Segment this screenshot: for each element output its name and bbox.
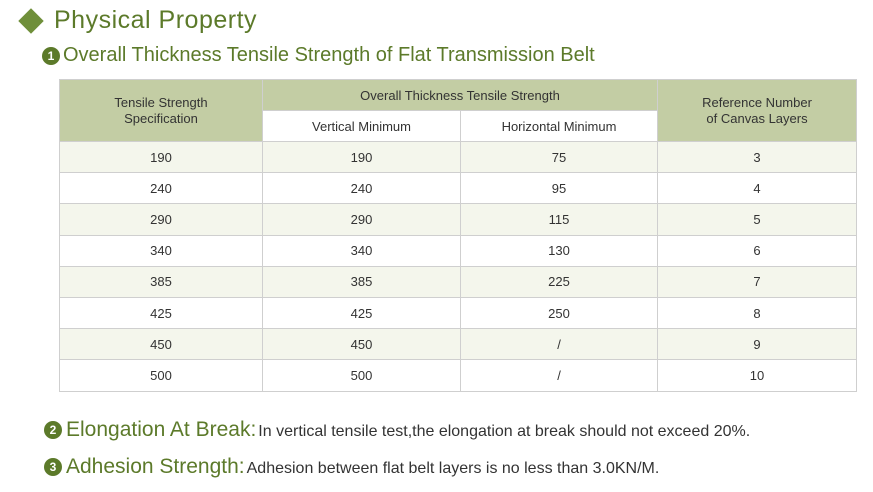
table-cell: 240 [263, 173, 461, 204]
table-cell: 225 [461, 266, 658, 297]
section-2-body: In vertical tensile test,the elongation at break should not exceed 20%. [258, 423, 751, 440]
header-overall-thickness: Overall Thickness Tensile Strength [263, 80, 658, 111]
header-tensile-spec: Tensile Strength Specification [60, 80, 263, 142]
number-badge-3: 3 [44, 458, 62, 476]
table-cell: 6 [658, 235, 857, 266]
table-cell: 290 [60, 204, 263, 235]
section-3-body: Adhesion between flat belt layers is no less than 3.0KN/M. [246, 460, 660, 477]
number-badge-1: 1 [42, 47, 60, 65]
section-1-title: Overall Thickness Tensile Strength of Flat Transmission Belt [63, 44, 595, 66]
table-cell: 340 [263, 235, 461, 266]
table-cell: 425 [60, 297, 263, 328]
table-row [60, 297, 857, 328]
number-badge-2: 2 [44, 421, 62, 439]
table-cell: 385 [263, 266, 461, 297]
table-cell: 340 [60, 235, 263, 266]
table-cell: 190 [60, 142, 263, 173]
table-cell: 500 [60, 360, 263, 391]
table-cell: 9 [658, 329, 857, 360]
table-cell: 250 [461, 297, 658, 328]
table-row [60, 235, 857, 266]
table-cell: 240 [60, 173, 263, 204]
table-row [60, 173, 857, 204]
table-cell: 5 [658, 204, 857, 235]
table-cell: 450 [60, 329, 263, 360]
section-1-heading [42, 44, 595, 67]
table-cell: 4 [658, 173, 857, 204]
section-3-title: Adhesion Strength: [66, 455, 245, 478]
table-cell: 385 [60, 266, 263, 297]
table-cell: / [461, 329, 658, 360]
table-cell: 115 [461, 204, 658, 235]
table-cell: 190 [263, 142, 461, 173]
table-row [60, 360, 857, 391]
header-horizontal-minimum: Horizontal Minimum [461, 111, 658, 142]
table-cell: 450 [263, 329, 461, 360]
table-row [60, 266, 857, 297]
table-cell: 75 [461, 142, 658, 173]
tensile-strength-table [59, 79, 857, 392]
page-heading [16, 6, 257, 35]
table-cell: 3 [658, 142, 857, 173]
table-body [60, 142, 857, 392]
table-cell: / [461, 360, 658, 391]
section-2-title: Elongation At Break: [66, 418, 257, 441]
table-cell: 7 [658, 266, 857, 297]
table-cell: 10 [658, 360, 857, 391]
header-vertical-minimum: Vertical Minimum [263, 111, 461, 142]
table-cell: 130 [461, 235, 658, 266]
table-cell: 290 [263, 204, 461, 235]
table-cell: 500 [263, 360, 461, 391]
heading-text: Physical Property [54, 6, 258, 34]
diamond-icon [18, 8, 43, 33]
header-canvas-layers: Reference Number of Canvas Layers [658, 80, 857, 142]
section-3-note [44, 455, 659, 479]
section-2-note [44, 418, 750, 442]
table-cell: 425 [263, 297, 461, 328]
table-cell: 8 [658, 297, 857, 328]
table-row [60, 204, 857, 235]
table-row [60, 142, 857, 173]
table-row [60, 329, 857, 360]
table-cell: 95 [461, 173, 658, 204]
